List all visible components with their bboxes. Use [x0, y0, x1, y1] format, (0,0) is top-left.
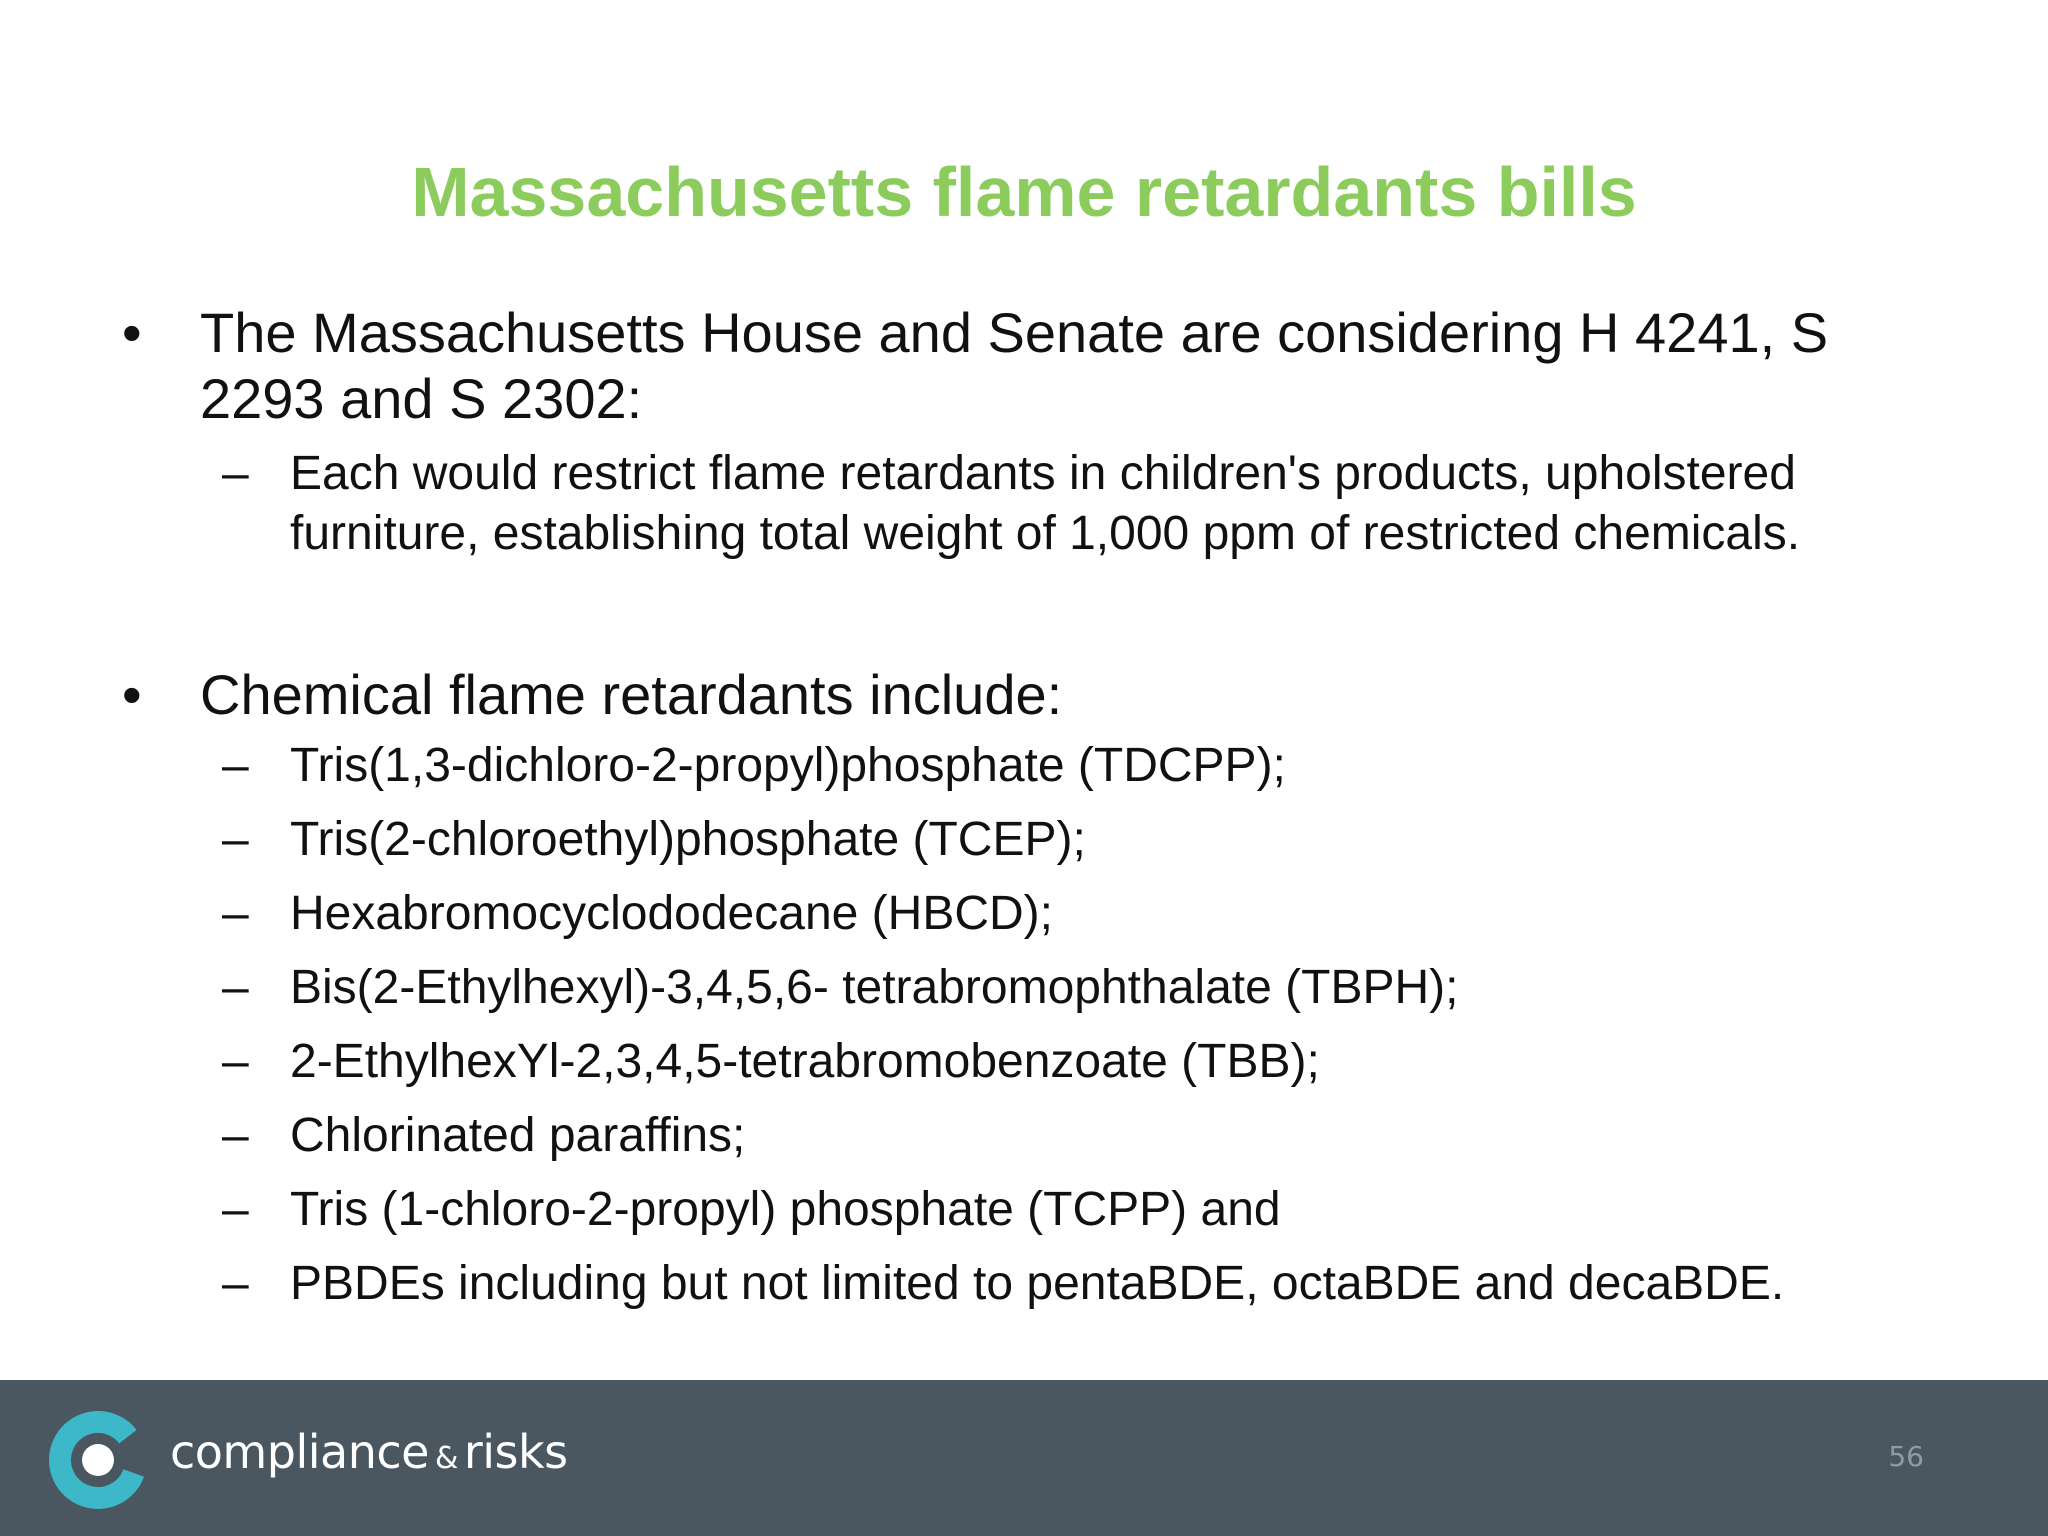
sub-bullet-item	[0, 1180, 1930, 1240]
dash-symbol: –	[222, 887, 249, 940]
dash-symbol: –	[222, 739, 249, 792]
sub-bullet-text: Tris(2-chloroethyl)phosphate (TCEP);	[290, 813, 1086, 866]
sub-bullet-item	[0, 736, 1930, 796]
sub-bullet-text: Chlorinated paraffins;	[290, 1109, 746, 1162]
dash-symbol: –	[222, 813, 249, 866]
bullet-symbol: •	[122, 663, 142, 726]
sub-bullet-item	[0, 958, 1930, 1018]
slide-title: Massachusetts flame retardants bills	[411, 153, 1637, 231]
sub-bullet-text: Tris(1,3-dichloro-2-propyl)phosphate (TDCPP);	[290, 739, 1286, 792]
sub-bullet-item	[0, 444, 1930, 564]
sub-bullet-text: Bis(2-Ethylhexyl)-3,4,5,6- tetrabromophthalate (TBPH);	[290, 961, 1459, 1014]
bullet-item	[0, 662, 1900, 728]
sub-bullet-text: Tris (1-chloro-2-propyl) phosphate (TCPP) and	[290, 1183, 1281, 1236]
dash-symbol: –	[222, 1183, 249, 1236]
sub-bullet-item	[0, 1106, 1930, 1166]
dash-symbol: –	[222, 1109, 249, 1162]
sub-bullet-text: Hexabromocyclododecane (HBCD);	[290, 887, 1053, 940]
sub-bullet-text: 2-EthylhexYl-2,3,4,5-tetrabromobenzoate (TBB);	[290, 1035, 1320, 1088]
sub-bullet-item	[0, 810, 1930, 870]
slide-content	[0, 300, 2048, 1314]
sub-bullet-item	[0, 1254, 1930, 1314]
bullet-item	[0, 300, 1900, 432]
dash-symbol: –	[222, 1257, 249, 1310]
page-number: 56	[1888, 1440, 1924, 1473]
sub-bullet-item	[0, 884, 1930, 944]
footer-bar	[0, 1380, 2048, 1536]
logo-word-risks: risks	[463, 1425, 568, 1479]
sub-bullet-text: Each would restrict flame retardants in children's products, upholstered furniture, establishing total weight of 1,000 ppm of restricted chemicals.	[290, 447, 1801, 560]
compliance-risks-c-logo-icon	[46, 1408, 150, 1512]
dash-symbol: –	[222, 961, 249, 1014]
bullet-text: Chemical flame retardants include:	[200, 663, 1063, 726]
sub-bullet-text: PBDEs including but not limited to pentaBDE, octaBDE and decaBDE.	[290, 1257, 1785, 1310]
logo-word-compliance: compliance	[170, 1425, 429, 1479]
bullet-symbol: •	[122, 301, 142, 364]
sub-bullet-item	[0, 1032, 1930, 1092]
bullet-text: The Massachusetts House and Senate are considering H 4241, S 2293 and S 2302:	[200, 301, 1829, 430]
logo-ampersand: &	[434, 1441, 458, 1476]
dash-symbol: –	[222, 447, 249, 500]
dash-symbol: –	[222, 1035, 249, 1088]
company-logo-text	[170, 1424, 568, 1487]
